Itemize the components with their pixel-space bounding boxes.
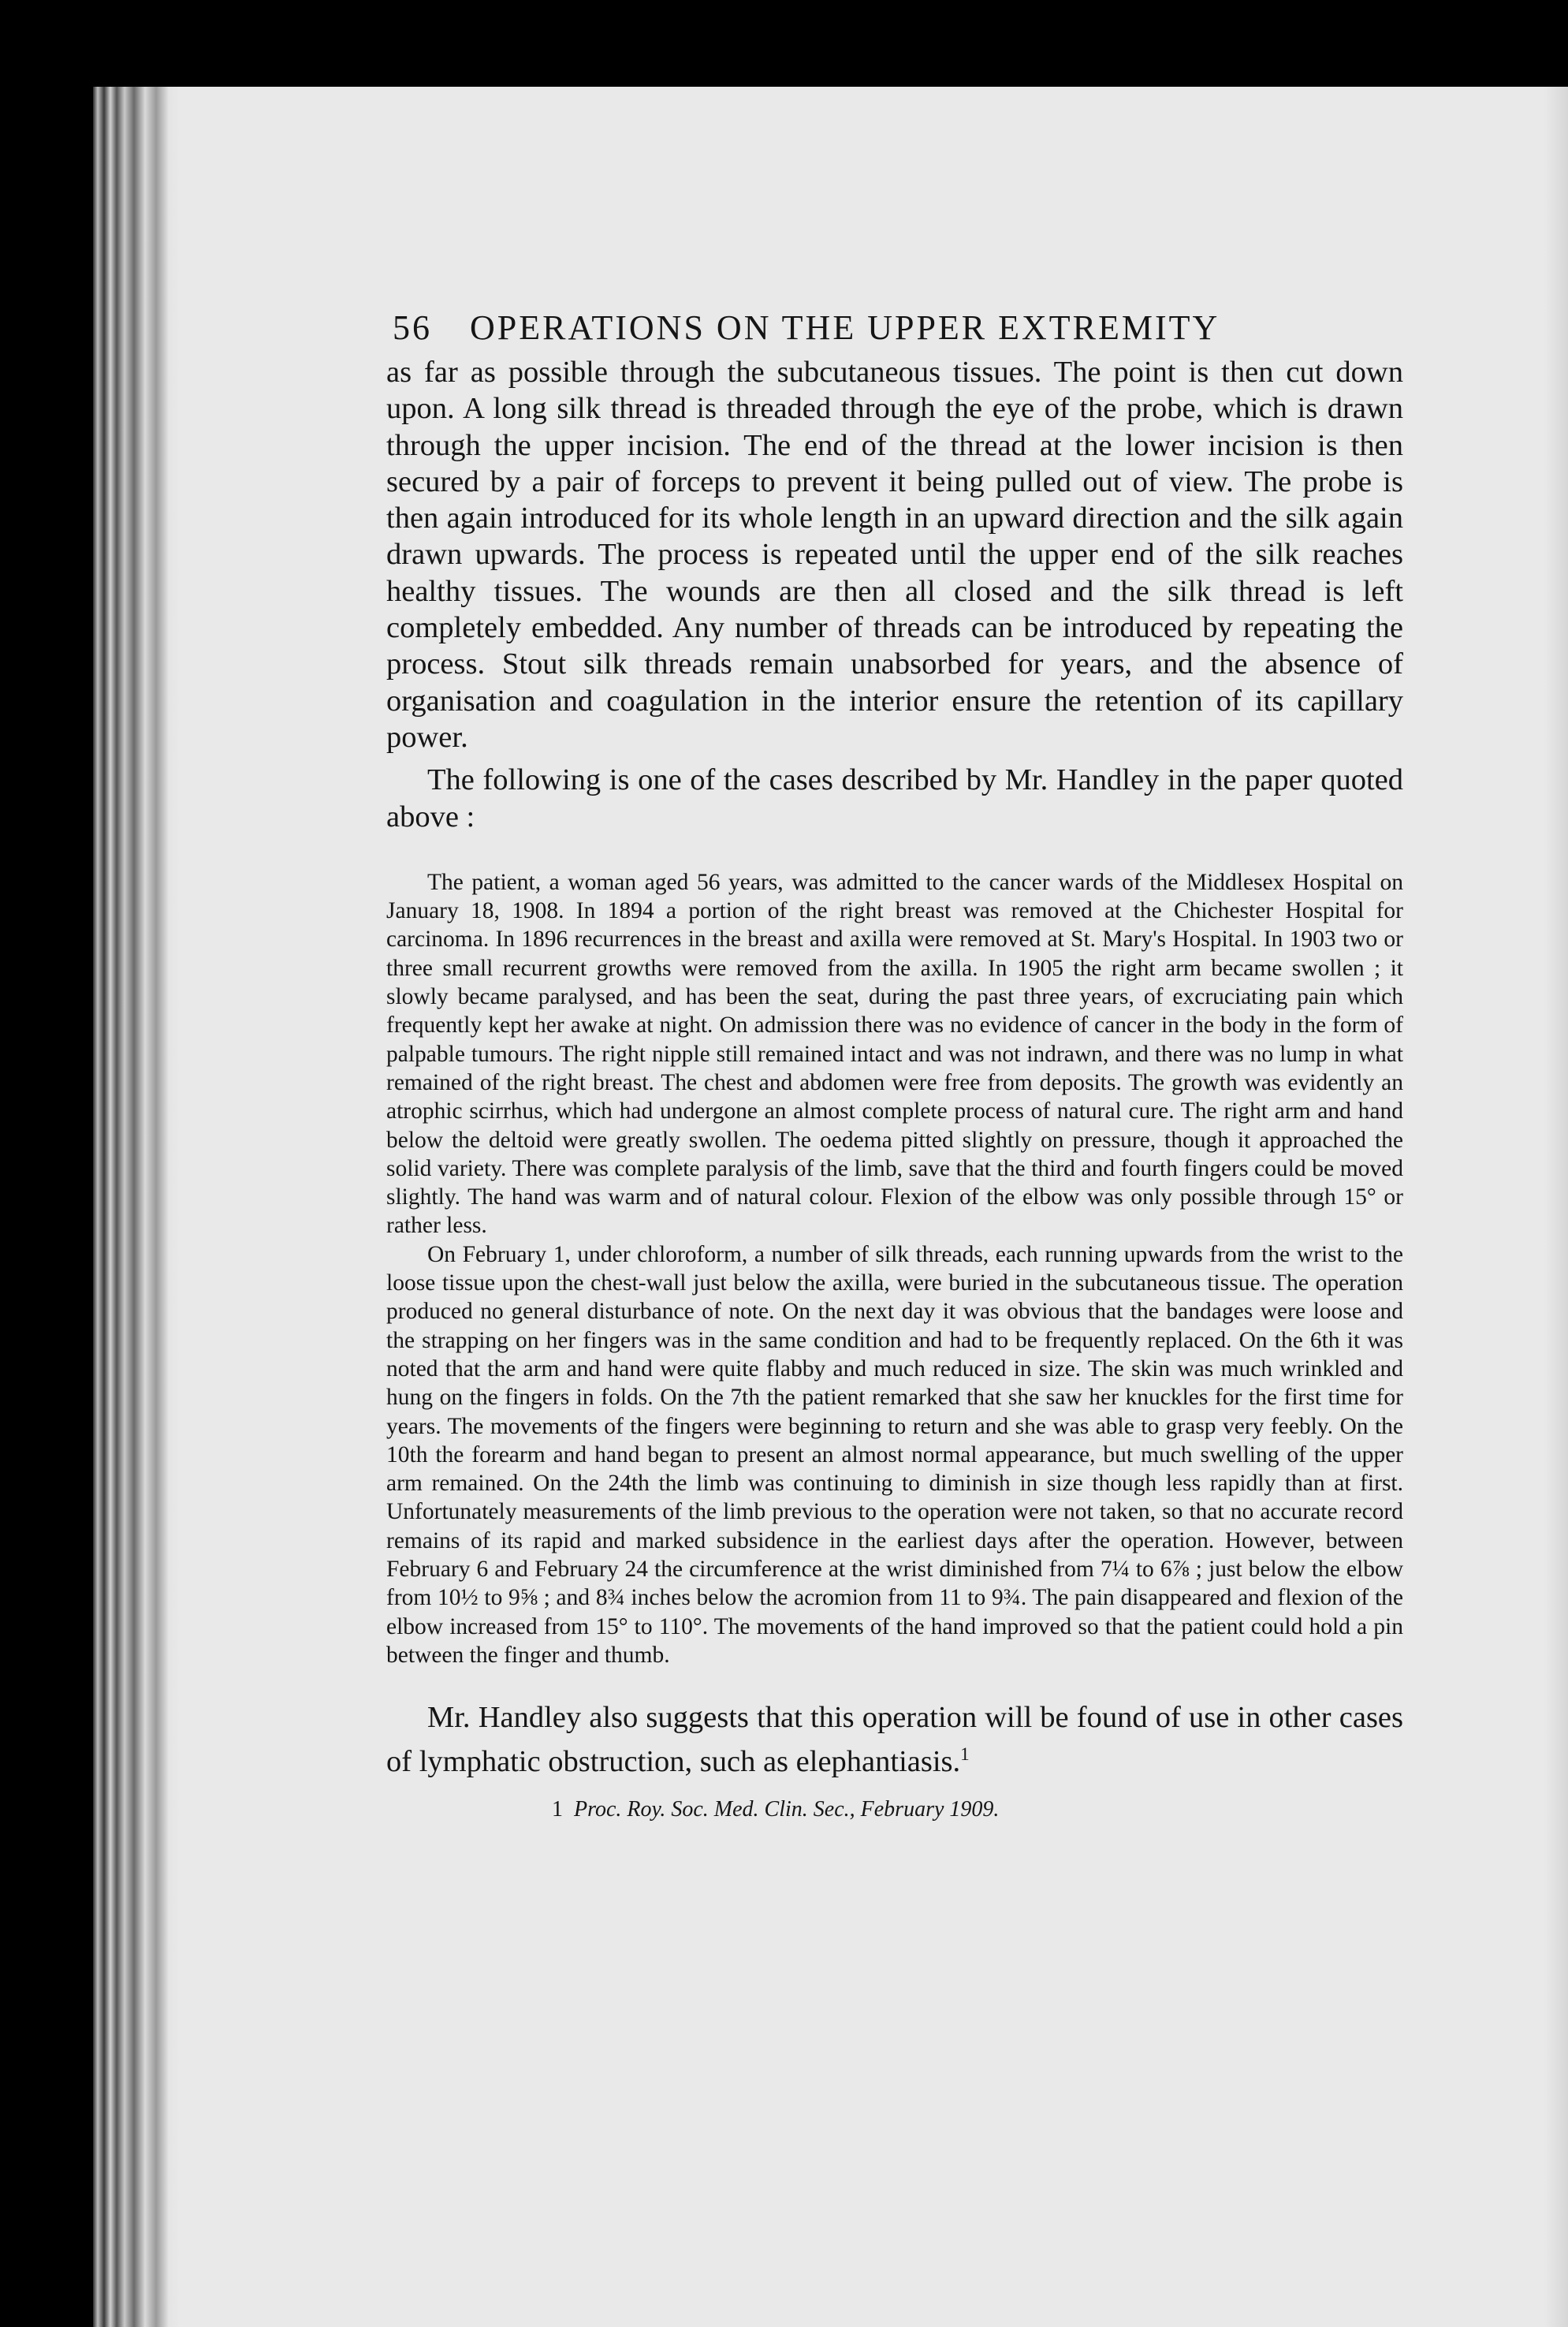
book-binding-edge — [93, 87, 180, 2327]
case-report-paragraph-1: The patient, a woman aged 56 years, was admitted to the cancer wards of the Middlesex Hospital on January 18, 1908. In 1894 a portion of the right breast was removed at the Chichester Hospital for carcinoma. In 1896 recurrences in the breast and axilla were removed at St. Mary's Hospital. In 1903 two or three small recurrent growths were removed from the axilla. In 1905 the right arm became swollen ; it slowly became paralysed, and has been the seat, during the past three years, of excruciating pain which frequently kept her awake at night. On admission there was no evidence of cancer in the body in the form of palpable tumours. The right nipple still remained intact and was not indrawn, and there was no lump in what remained of the right breast. The chest and abdomen were free from deposits. The growth was evidently an atrophic scirrhus, which had undergone an almost complete process of natural cure. The right arm and hand below the deltoid were greatly swollen. The oedema pitted slightly on pressure, though it approached the solid variety. There was complete paralysis of the limb, save that the third and fourth fingers could be moved slightly. The hand was warm and of natural colour. Flexion of the elbow was only possible through 15° or rather less. — [386, 869, 1403, 1239]
page-number: 56 — [393, 308, 432, 347]
book-page — [93, 87, 1568, 2327]
page-edge-shadow — [1544, 87, 1568, 2327]
running-title: OPERATIONS ON THE UPPER EXTREMITY — [470, 308, 1220, 347]
running-head — [393, 308, 1521, 348]
case-report-paragraph-2: On February 1, under chloroform, a number of silk threads, each running upwards from the wrist to the loose tissue upon the chest-wall just below the axilla, were buried in the subcutaneous tissue. The operation produced no general disturbance of note. On the next day it was obvious that the bandages were loose and the strapping on her fingers was in the same condition and had to be frequently replaced. On the 6th it was noted that the arm and hand were quite flabby and much reduced in size. The skin was much wrinkled and hung on the fingers in folds. On the 7th the patient remarked that she saw her knuckles for the first time for years. The movements of the fingers were beginning to return and she was able to grasp very feebly. On the 10th the forearm and hand began to present an almost normal appearance, but much swelling of the upper arm remained. On the 24th the limb was continuing to diminish in size though less rapidly than at first. Unfortunately measurements of the limb previous to the operation were not taken, so that no accurate record remains of its rapid and marked subsidence in the earliest days after the operation. However, between February 6 and February 24 the circumference at the wrist diminished from 7¼ to 6⅞ ; just below the elbow from 10½ to 9⅝ ; and 8¾ inches below the acromion from 11 to 9¾. The pain disappeared and flexion of the elbow increased from 15° to 110°. The movements of the hand improved so that the patient could hold a pin between the finger and thumb. — [386, 1241, 1403, 1668]
footnote-reference[interactable]: 1 — [960, 1743, 970, 1765]
footnote — [552, 1797, 1521, 1822]
closing-text: Mr. Handley also suggests that this operation will be found of use in other cases of lymphatic obstruction, such as elephantiasis. — [386, 1701, 1403, 1778]
body-paragraph-1: as far as possible through the subcutaneous tissues. The point is then cut down upon. A long silk thread is threaded through the eye of the probe, which is drawn through the upper incision. The end of the thread at the lower incision is then secured by a pair of forceps to prevent it being pulled out of view. The probe is then again introduced for its whole length in an upward direction and the silk again drawn upwards. The process is repeated until the upper end of the silk reaches healthy tissues. The wounds are then all closed and the silk thread is left completely embedded. Any number of threads can be introduced by repeating the process. Stout silk threads remain unabsorbed for years, and the absence of organisation and coagulation in the interior ensure the retention of its capillary power. — [386, 356, 1403, 754]
page-text-block — [386, 308, 1521, 1822]
body-paragraph-2: The following is one of the cases described by Mr. Handley in the paper quoted above : — [386, 763, 1403, 833]
closing-paragraph — [386, 1699, 1403, 1780]
footnote-marker: 1 — [552, 1797, 563, 1822]
footnote-text: Proc. Roy. Soc. Med. Clin. Sec., February 1909. — [574, 1797, 1000, 1822]
